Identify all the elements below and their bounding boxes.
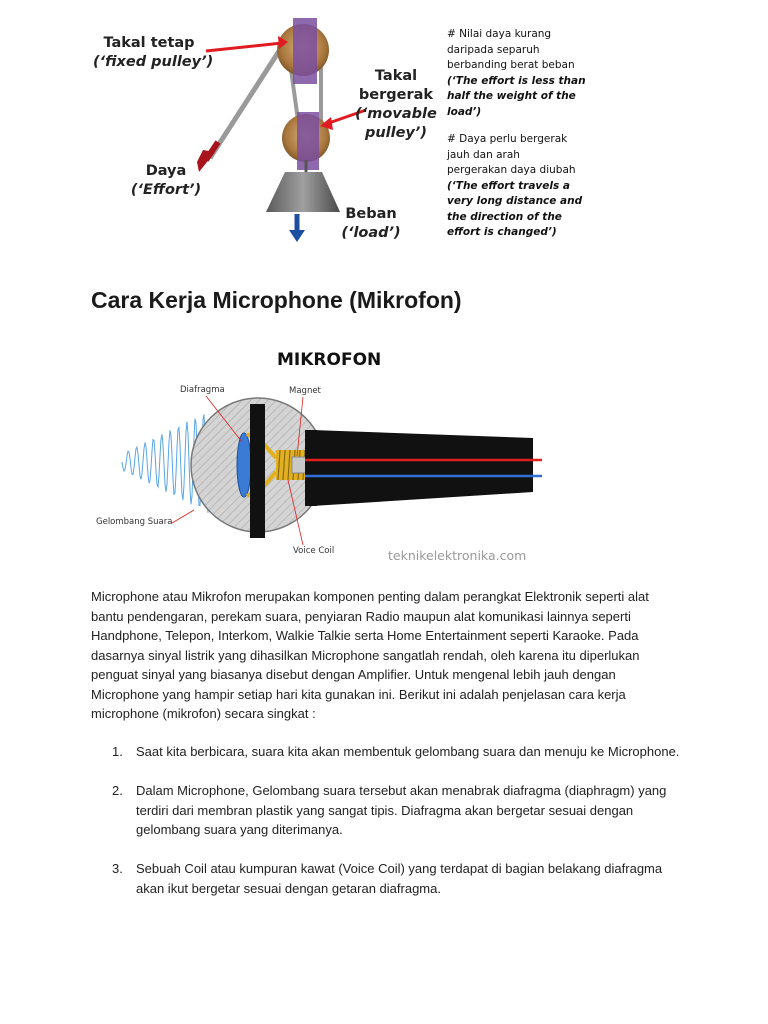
note-line: daripada separuh <box>447 43 540 56</box>
load-arrow-head <box>289 230 305 242</box>
fixed-pulley-bracket <box>293 18 317 84</box>
diafragma-label: Diafragma <box>180 385 225 395</box>
pointer-arrow <box>206 43 282 51</box>
movable-pulley-label-en: (‘movable <box>355 106 437 122</box>
mic-figure-title: MIKROFON <box>277 350 382 370</box>
steps-list <box>91 742 691 918</box>
list-item-number: 2. <box>112 783 123 798</box>
microphone-diagram <box>90 340 560 575</box>
effort-label-text: Daya <box>145 163 187 179</box>
note-line-en: the direction of the <box>447 210 562 223</box>
movable-pulley-bracket <box>297 112 319 170</box>
note-line-en: load’) <box>447 105 482 118</box>
movable-pulley-label-line: bergerak <box>358 87 434 103</box>
body-collar <box>305 430 317 506</box>
voice-coil-label: Voice Coil <box>293 546 335 556</box>
rope <box>210 45 283 158</box>
note-line: jauh dan arah <box>447 148 520 161</box>
note-line: pergerakan daya diubah <box>447 164 576 176</box>
list-item <box>91 742 691 762</box>
list-item <box>91 781 691 840</box>
list-item-text: Dalam Microphone, Gelombang suara tersebut akan menabrak diafragma (diaphragm) yang terdiri dari membran plastik yang sangat tipis. Diafragma akan bergetar sesuai dengan gelombang suara yang diterimanya. <box>136 783 667 837</box>
movable-pulley-label-line: Takal <box>374 68 418 84</box>
note-line: # Nilai daya kurang <box>447 28 552 40</box>
fixed-pulley-label <box>93 34 214 72</box>
movable-pulley-label <box>350 67 442 143</box>
watermark: teknikelektronika.com <box>388 548 527 563</box>
pulley-notes <box>447 27 607 241</box>
microphone-figure <box>90 340 560 575</box>
note-line: # Daya perlu bergerak <box>447 133 568 145</box>
effort-label <box>124 162 208 200</box>
microphone-body <box>312 430 533 506</box>
front-ring <box>250 404 265 538</box>
fixed-pulley-label-text: Takal tetap <box>103 35 195 51</box>
pulley-figure <box>0 0 768 255</box>
note-line-en: very long distance and <box>447 195 583 207</box>
list-item-number: 1. <box>112 744 123 759</box>
list-item-number: 3. <box>112 861 123 876</box>
list-item-text: Saat kita berbicara, suara kita akan membentuk gelombang suara dan menuju ke Microphone. <box>136 744 680 759</box>
note-line-en: (‘The effort is less than <box>447 74 586 87</box>
diaphragm <box>237 433 251 497</box>
wave-label: Gelombang Suara <box>96 517 173 527</box>
load-weight <box>266 172 340 212</box>
movable-pulley-label-en: pulley’) <box>364 125 428 141</box>
section-heading: Cara Kerja Microphone (Mikrofon) <box>91 287 462 313</box>
load-label-text: Beban <box>345 206 397 222</box>
note-line-en: effort is changed’) <box>447 226 557 238</box>
list-item-text: Sebuah Coil atau kumpuran kawat (Voice Coil) yang terdapat di bagian belakang diafragma akan ikut bergetar sesuai dengan getaran diafragma. <box>136 861 663 896</box>
note-line-en: (‘The effort travels a <box>447 179 570 192</box>
fixed-pulley-label-en: (‘fixed pulley’) <box>93 54 214 70</box>
effort-label-en: (‘Effort’) <box>130 182 202 198</box>
intro-paragraph: Microphone atau Mikrofon merupakan komponen penting dalam perangkat Elektronik seperti alat bantu pendengaran, perekam suara, penyiaran Radio maupun alat komunikasi lainnya seperti Handphone, Telepon, Interkom, Walkie Talkie serta Home Entertainment seperti Karaoke. Pada dasarnya sinyal listrik yang dihasilkan Microphone sangatlah rendah, oleh karena itu diperlukan penguat sinyal yang biasanya disebut dengan Amplifier. Untuk mengenal lebih jauh dengan Microphone yang hampir setiap hari kita gunakan ini. Berikut ini adalah penjelasan cara kerja microphone (mikrofon) secara singkat : <box>91 589 649 721</box>
load-label <box>334 205 408 243</box>
note-line: berbanding berat beban <box>447 59 575 71</box>
note-line-en: half the weight of the <box>447 90 576 102</box>
load-label-en: (‘load’) <box>341 225 401 241</box>
leader-line <box>172 510 194 523</box>
list-item <box>91 859 691 898</box>
magnet-label: Magnet <box>289 386 321 396</box>
